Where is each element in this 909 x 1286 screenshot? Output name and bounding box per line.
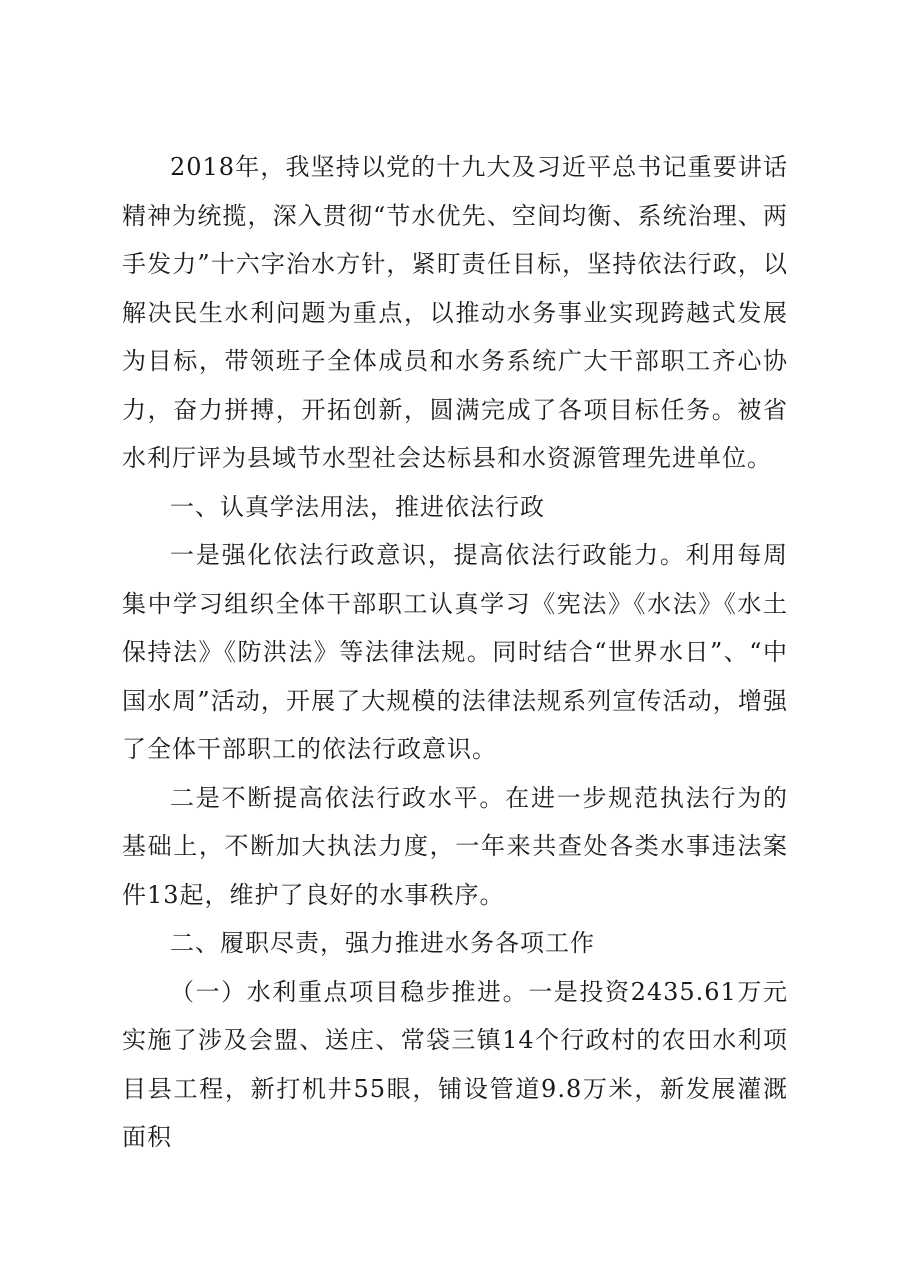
paragraph-legal-awareness: 一是强化依法行政意识，提高依法行政能力。利用每周集中学习组织全体干部职工认真学习《宪法》《水法》《水土保持法》《防洪法》等法律法规。同时结合“世界水日”、“中国水周”活动，开展了大规模的法律法规系列宣传活动，增强了全体干部职工的依法行政意识。 bbox=[122, 541, 788, 763]
paragraph-enforcement: 二是不断提高依法行政水平。在进一步规范执法行为的基础上，不断加大执法力度，一年来共查处各类水事违法案件13起，维护了良好的水事秩序。 bbox=[122, 783, 788, 909]
document-body bbox=[122, 143, 788, 1162]
section-heading-2: 二、履职尽责，强力推进水务各项工作 bbox=[170, 929, 595, 957]
paragraph-key-projects: （一）水利重点项目稳步推进。一是投资2435.61万元实施了涉及会盟、送庄、常袋三镇14个行政村的农田水利项目县工程，新打机井55眼，铺设管道9.8万米，新发展灌溉面积 bbox=[122, 977, 788, 1151]
section-heading-1: 一、认真学法用法，推进依法行政 bbox=[170, 492, 545, 521]
intro-paragraph: 2018年，我坚持以党的十九大及习近平总书记重要讲话精神为统揽，深入贯彻“节水优先、空间均衡、系统治理、两手发力”十六字治水方针，紧盯责任目标，坚持依法行政，以解决民生水利问题为重点，以推动水务事业实现跨越式发展为目标，带领班子全体成员和水务系统广大干部职工齐心协力，奋力拼搏，开拓创新，圆满完成了各项目标任务。被省水利厅评为县域节水型社会达标县和水资源管理先进单位。 bbox=[122, 153, 788, 472]
